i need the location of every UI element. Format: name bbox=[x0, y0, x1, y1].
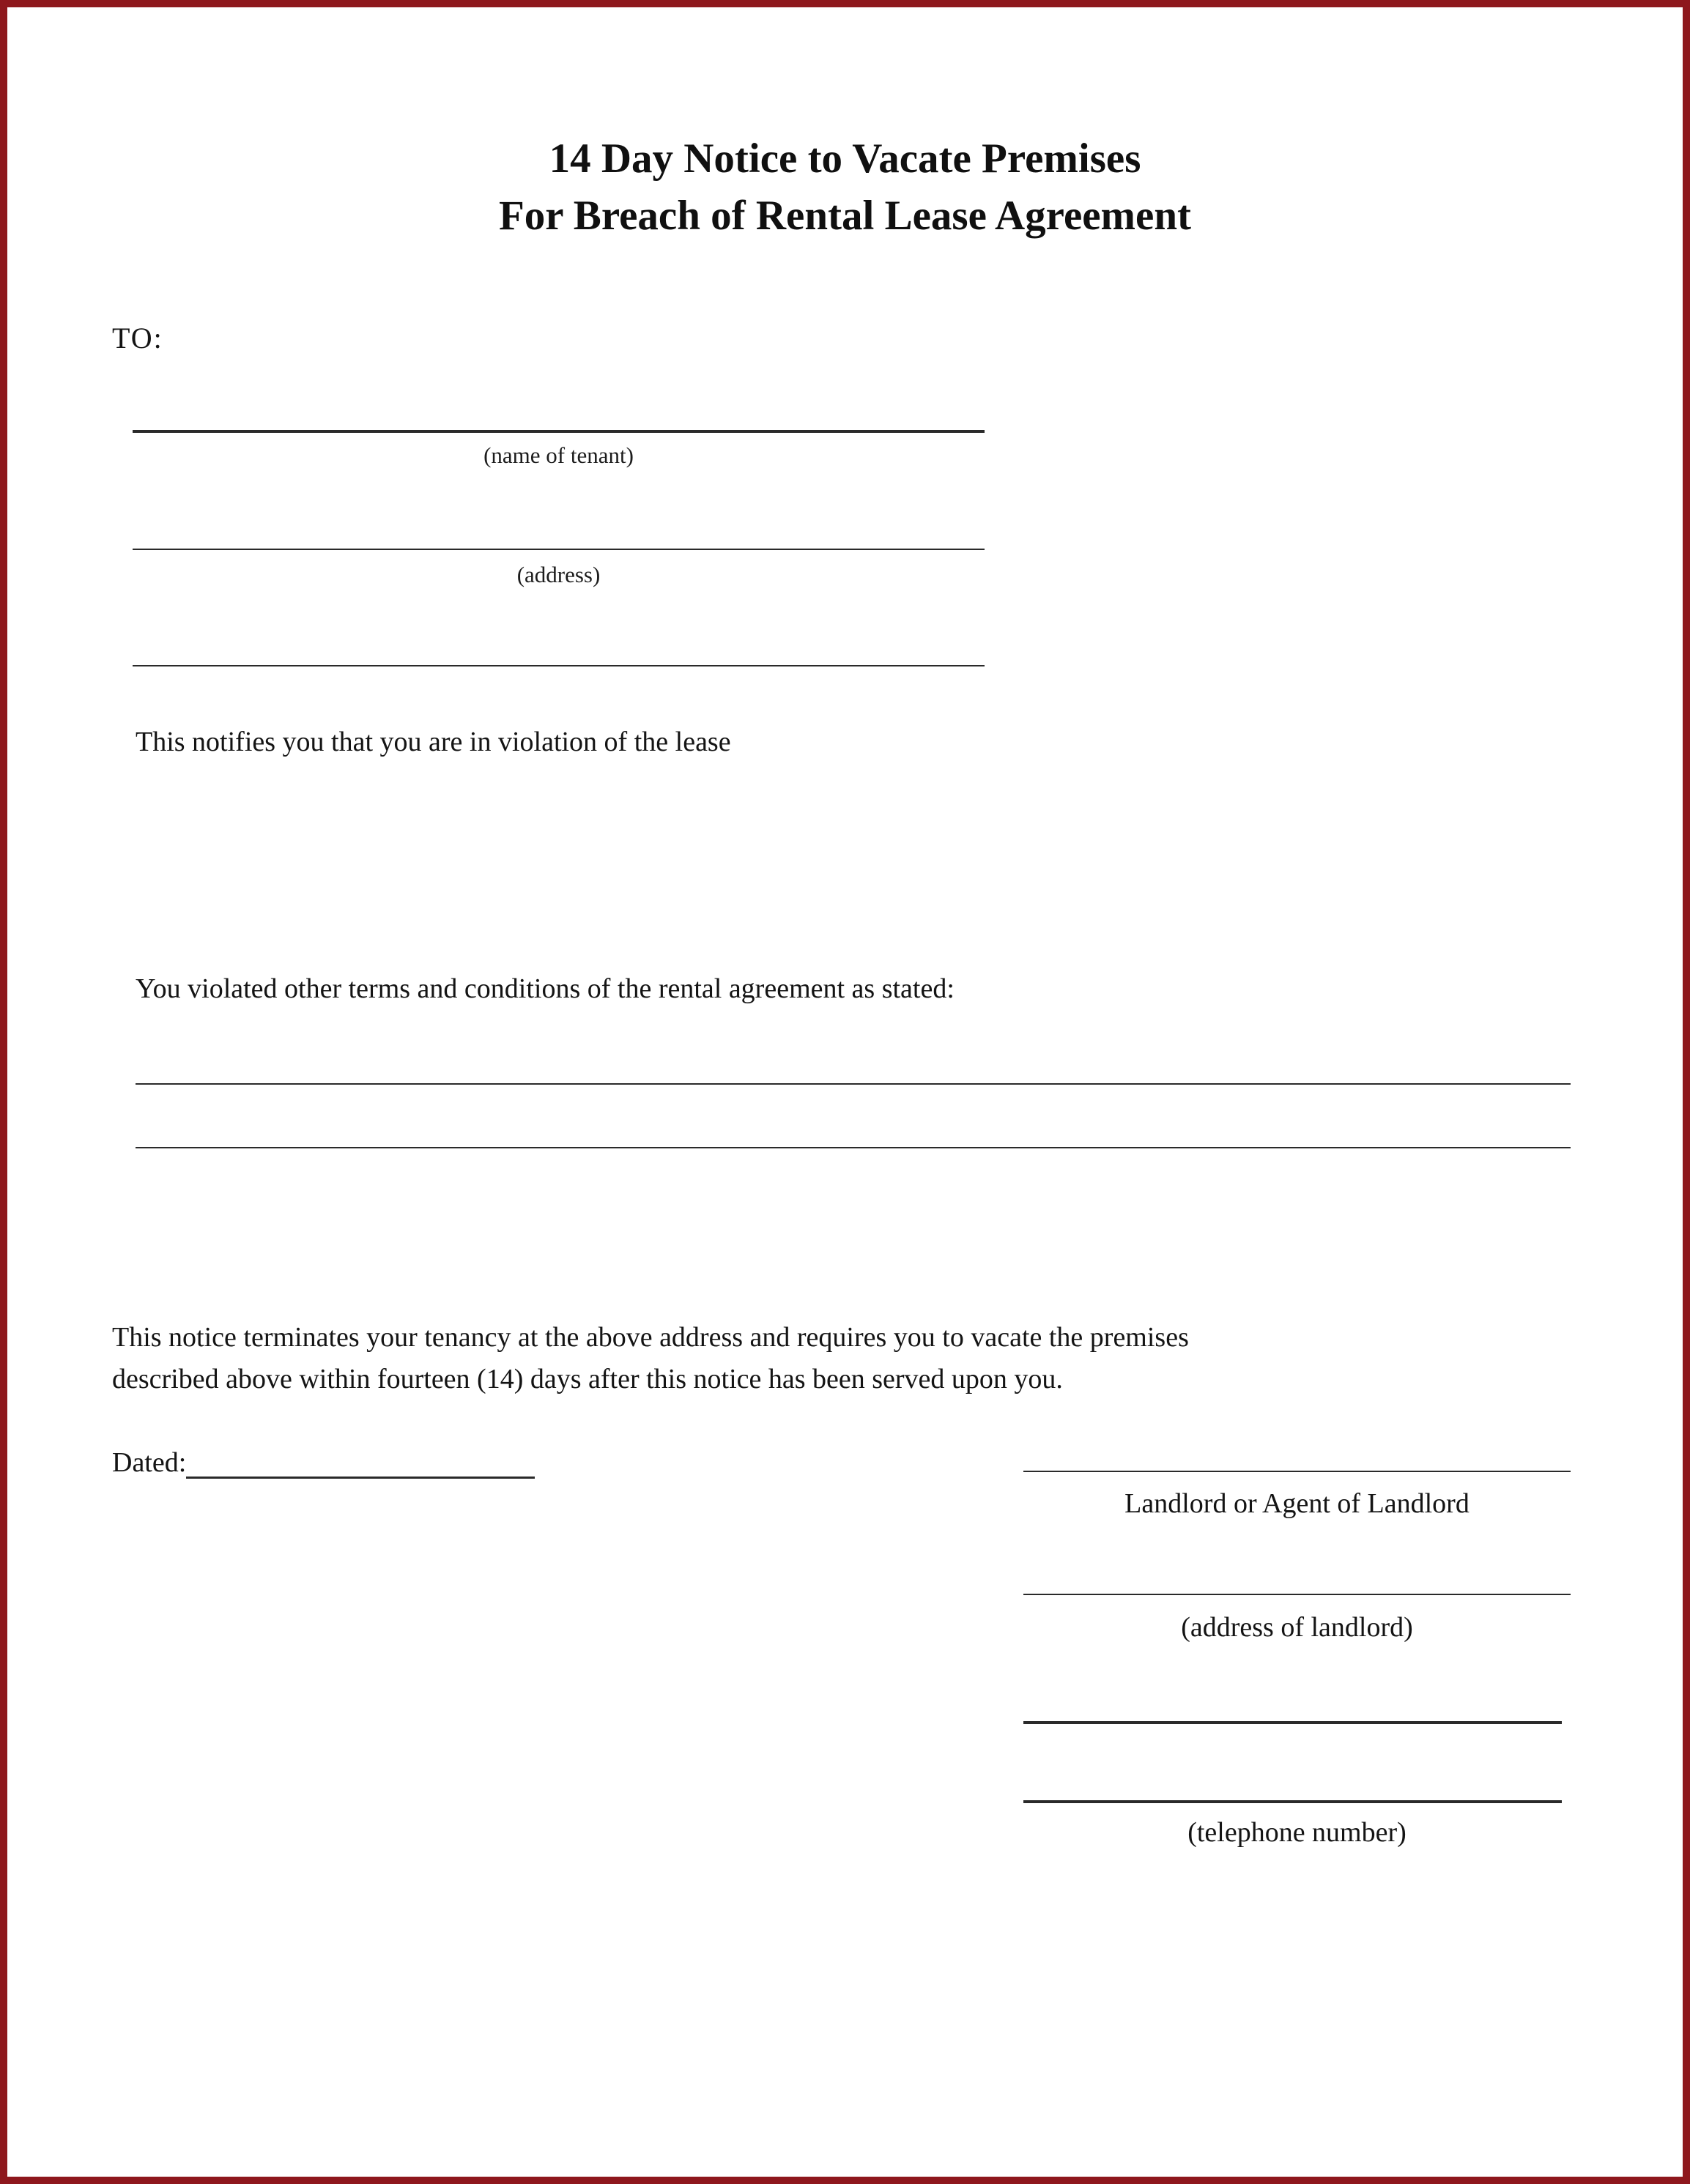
termination-line-1: This notice terminates your tenancy at the above address and requires you to vacate the premises bbox=[112, 1322, 1189, 1353]
page-title bbox=[7, 130, 1683, 245]
other-terms-text: You violated other terms and conditions of the rental agreement as stated: bbox=[136, 973, 955, 1004]
landlord-signature-caption: Landlord or Agent of Landlord bbox=[1124, 1488, 1470, 1519]
statement-line-2 bbox=[136, 1147, 1571, 1148]
landlord-address-caption: (address of landlord) bbox=[1181, 1612, 1413, 1643]
violation-notice-text: This notifies you that you are in violation of the lease bbox=[136, 727, 731, 757]
tenant-address-line-2 bbox=[133, 665, 985, 666]
tenant-address-caption: (address) bbox=[516, 562, 601, 587]
termination-line-2: described above within fourteen (14) days after this notice has been served upon you. bbox=[112, 1364, 1063, 1394]
to-label: TO: bbox=[112, 322, 163, 354]
dated-label: Dated: bbox=[112, 1447, 187, 1478]
tenant-address-line bbox=[133, 549, 985, 550]
title-line-2: For Breach of Rental Lease Agreement bbox=[498, 193, 1192, 239]
landlord-address-line-2 bbox=[1023, 1721, 1562, 1724]
dated-row bbox=[112, 1444, 535, 1479]
telephone-line bbox=[1023, 1800, 1562, 1803]
landlord-address-line bbox=[1023, 1594, 1571, 1595]
statement-line-1 bbox=[136, 1083, 1571, 1085]
dated-line bbox=[186, 1444, 535, 1479]
tenant-name-line bbox=[133, 430, 985, 433]
tenant-name-caption: (name of tenant) bbox=[483, 442, 634, 468]
termination-paragraph bbox=[112, 1317, 1467, 1400]
landlord-signature-line bbox=[1023, 1471, 1571, 1472]
title-line-1: 14 Day Notice to Vacate Premises bbox=[549, 135, 1141, 182]
telephone-caption: (telephone number) bbox=[1187, 1817, 1407, 1848]
